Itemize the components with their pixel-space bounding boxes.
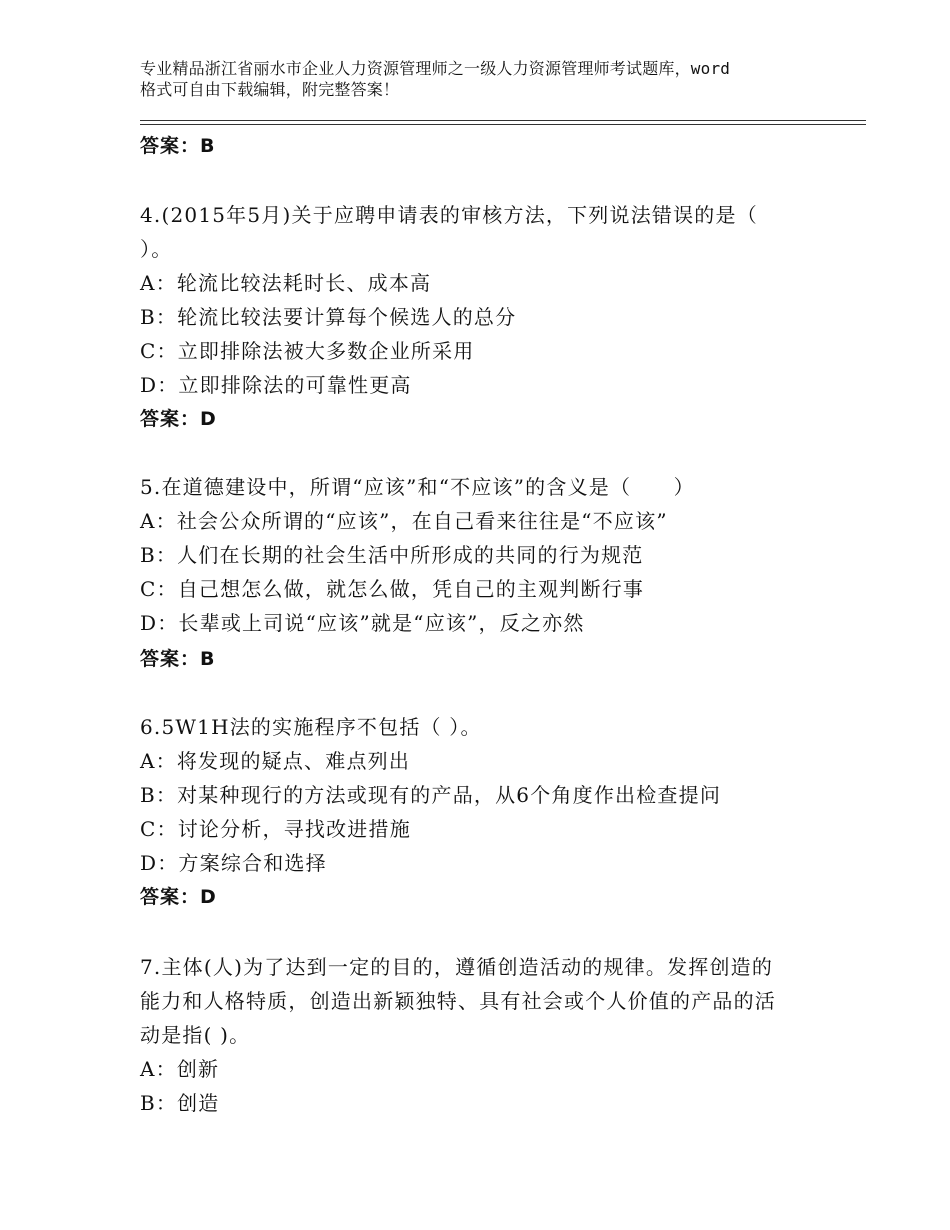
- question-6-answer: 答案：D: [140, 886, 217, 908]
- question-7-stem-line-3: 动是指( )。: [140, 1023, 251, 1047]
- question-5-stem-line-1: 5.在道德建设中，所谓“应该”和“不应该”的含义是（ ）: [140, 475, 695, 499]
- question-5-option-a: A：社会公众所谓的“应该”，在自己看来往往是“不应该”: [140, 509, 668, 533]
- question-4-option-c: C：立即排除法被大多数企业所采用: [140, 339, 475, 363]
- question-5-option-d: D：长辈或上司说“应该”就是“应该”，反之亦然: [140, 611, 585, 635]
- header-line-2: 格式可自由下载编辑，附完整答案！: [140, 80, 400, 99]
- question-6-option-c: C：讨论分析，寻找改进措施: [140, 817, 411, 841]
- question-5-answer: 答案：B: [140, 648, 216, 670]
- question-4-answer: 答案：D: [140, 408, 217, 430]
- question-4-stem-line-1: 4.(2015年5月)关于应聘申请表的审核方法，下列说法错误的是（: [140, 203, 758, 227]
- question-6-option-b: B：对某种现行的方法或现有的产品，从6个角度作出检查提问: [140, 783, 722, 807]
- header-divider-bottom: [140, 124, 866, 125]
- question-6-option-a: A：将发现的疑点、难点列出: [140, 749, 411, 773]
- header-line-1: 专业精品浙江省丽水市企业人力资源管理师之一级人力资源管理师考试题库，word: [140, 59, 731, 78]
- question-6-stem-line-1: 6.5W1H法的实施程序不包括（ ）。: [140, 715, 482, 739]
- header-divider-top: [140, 120, 866, 121]
- question-6-option-d: D：方案综合和选择: [140, 851, 327, 875]
- question-4-option-a: A：轮流比较法耗时长、成本高: [140, 271, 432, 295]
- question-7-option-b: B：创造: [140, 1091, 220, 1115]
- answer-prev: 答案：B: [140, 135, 216, 157]
- question-4-stem-line-2: ）。: [140, 237, 173, 261]
- question-5-option-c: C：自己想怎么做，就怎么做，凭自己的主观判断行事: [140, 577, 645, 601]
- document-header: [140, 58, 830, 100]
- question-4-option-b: B：轮流比较法要计算每个候选人的总分: [140, 305, 517, 329]
- question-4-option-d: D：立即排除法的可靠性更高: [140, 373, 412, 397]
- question-7-stem-line-1: 7.主体(人)为了达到一定的目的，遵循创造活动的规律。发挥创造的: [140, 955, 774, 979]
- question-7-stem-line-2: 能力和人格特质，创造出新颖独特、具有社会或个人价值的产品的活: [140, 989, 776, 1013]
- question-7-option-a: A：创新: [140, 1057, 220, 1081]
- question-5-option-b: B：人们在长期的社会生活中所形成的共同的行为规范: [140, 543, 644, 567]
